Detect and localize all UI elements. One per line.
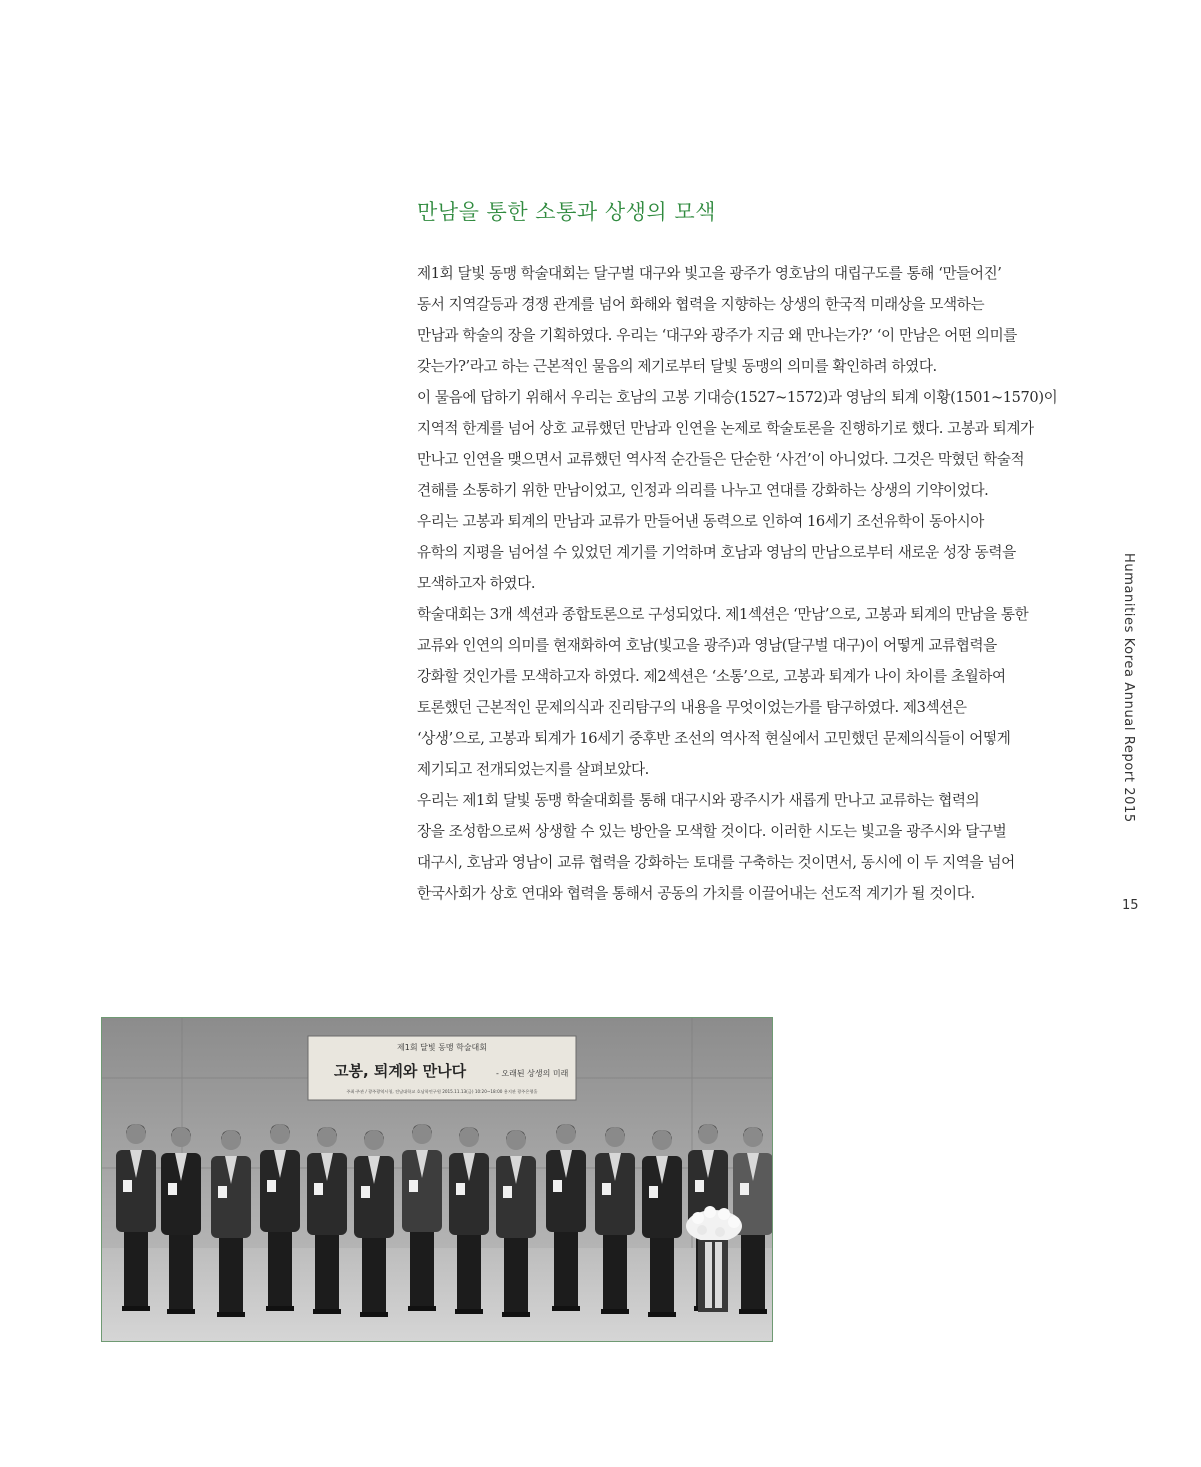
- text-line: 만나고 인연을 맺으면서 교류했던 역사적 순간들은 단순한 ‘사건’이 아니었다. 그것은 막혔던 학술적: [417, 451, 1025, 468]
- text-line: 우리는 제1회 달빛 동맹 학술대회를 통해 대구시와 광주시가 새롭게 만나고 교류하는 협력의: [417, 792, 980, 809]
- text-line: 만남과 학술의 장을 기획하였다. 우리는 ‘대구와 광주가 지금 왜 만나는가?’ ‘이 만남은 어떤 의미를: [417, 327, 1017, 344]
- text-line: 대구시, 호남과 영남이 교류 협력을 강화하는 토대를 구축하는 것이면서, 동시에 이 두 지역을 넘어: [417, 854, 1015, 871]
- text-line: 제기되고 전개되었는지를 살펴보았다.: [417, 761, 649, 778]
- banner-title: 고봉, 퇴계와 만나다: [334, 1062, 467, 1080]
- banner-small-text: 주최·주관 / 광주광역시청, 전남대학교 호남학연구원 2015.11.13(금) 10:20~18:00 용지관 광주은행홀: [346, 1089, 538, 1094]
- body-text: [417, 258, 1097, 909]
- text-line: 교류와 인연의 의미를 현재화하여 호남(빛고을 광주)과 영남(달구벌 대구)이 어떻게 교류협력을: [417, 637, 997, 654]
- text-line: 토론했던 근본적인 문제의식과 진리탐구의 내용을 무엇이었는가를 탐구하였다. 제3섹션은: [417, 699, 967, 716]
- text-line: 지역적 한계를 넘어 상호 교류했던 만남과 인연을 논제로 학술토론을 진행하기로 했다. 고봉과 퇴계가: [417, 420, 1034, 437]
- publication-label: Humanities Korea Annual Report 2015: [1121, 553, 1136, 823]
- text-line: 강화할 것인가를 모색하고자 하였다. 제2섹션은 ‘소통’으로, 고봉과 퇴계가 나이 차이를 초월하여: [417, 668, 1006, 685]
- text-line: 한국사회가 상호 연대와 협력을 통해서 공동의 가치를 이끌어내는 선도적 계기가 될 것이다.: [417, 885, 975, 902]
- text-line: 견해를 소통하기 위한 만남이었고, 인정과 의리를 나누고 연대를 강화하는 상생의 기약이었다.: [417, 482, 989, 499]
- page-number: 15: [1122, 898, 1139, 913]
- text-line: 이 물음에 답하기 위해서 우리는 호남의 고봉 기대승(1527~1572)과 영남의 퇴계 이황(1501~1570)이: [417, 389, 1058, 406]
- text-line: ‘상생’으로, 고봉과 퇴계가 16세기 중후반 조선의 역사적 현실에서 고민했던 문제의식들이 어떻게: [417, 730, 1011, 747]
- text-line: 갖는가?’라고 하는 근본적인 물음의 제기로부터 달빛 동맹의 의미를 확인하려 하였다.: [417, 358, 937, 375]
- text-line: 유학의 지평을 넘어설 수 있었던 계기를 기억하며 호남과 영남의 만남으로부터 새로운 성장 동력을: [417, 544, 1016, 561]
- event-banner: [308, 1036, 576, 1100]
- text-line: 학술대회는 3개 섹션과 종합토론으로 구성되었다. 제1섹션은 ‘만남’으로, 고봉과 퇴계의 만남을 통한: [417, 606, 1029, 623]
- text-line: 제1회 달빛 동맹 학술대회는 달구벌 대구와 빛고을 광주가 영호남의 대립구도를 통해 ‘만들어진’: [417, 265, 1002, 282]
- text-line: 우리는 고봉과 퇴계의 만남과 교류가 만들어낸 동력으로 인하여 16세기 조선유학이 동아시아: [417, 513, 984, 530]
- section-title: 만남을 통한 소통과 상생의 모색: [417, 200, 716, 224]
- text-line: 동서 지역갈등과 경쟁 관계를 넘어 화해와 협력을 지향하는 상생의 한국적 미래상을 모색하는: [417, 296, 985, 313]
- banner-line1: 제1회 달빛 동맹 학술대회: [397, 1043, 487, 1052]
- banner-subtitle: - 오래된 상생의 미래: [496, 1069, 569, 1078]
- group-photo: [101, 1017, 773, 1342]
- text-line: 모색하고자 하였다.: [417, 575, 536, 592]
- text-line: 장을 조성함으로써 상생할 수 있는 방안을 모색할 것이다. 이러한 시도는 빛고을 광주시와 달구벌: [417, 823, 1007, 840]
